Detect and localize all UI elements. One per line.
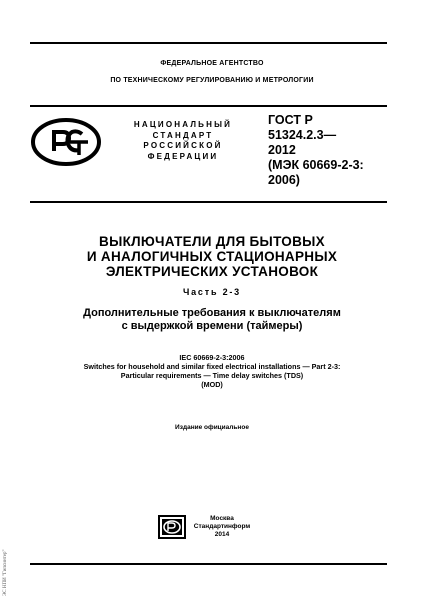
iec-line-2: Switches for household and similar fixed electrical installations — Part 2-3: — [83, 362, 341, 371]
bottom-rule — [30, 563, 387, 565]
designation-line-3: 2012 — [268, 143, 296, 157]
margin-note: ЭС НПИ "Гипсинтер" — [3, 549, 8, 596]
rst-certification-mark-icon — [30, 117, 102, 167]
agency-line-2: ПО ТЕХНИЧЕСКОМУ РЕГУЛИРОВАНИЮ И МЕТРОЛОГИИ — [110, 77, 314, 84]
document-title — [0, 234, 424, 279]
standartinform-logo-icon — [158, 515, 186, 539]
designation-line-4: (МЭК 60669-2-3: — [268, 158, 364, 172]
national-line-3: РОССИЙСКОЙ — [143, 141, 223, 150]
title-line-1: ВЫКЛЮЧАТЕЛИ ДЛЯ БЫТОВЫХ — [99, 234, 325, 249]
designation-line-5: 2006) — [268, 173, 300, 187]
title-line-2: И АНАЛОГИЧНЫХ СТАЦИОНАРНЫХ — [86, 249, 338, 264]
document-subtitle — [0, 307, 424, 333]
agency-line-1: ФЕДЕРАЛЬНОЕ АГЕНТСТВО — [160, 60, 264, 67]
national-line-2: СТАНДАРТ — [152, 130, 214, 140]
national-line-1: НАЦИОНАЛЬНЫЙ — [133, 120, 233, 129]
title-line-3: ЭЛЕКТРИЧЕСКИХ УСТАНОВОК — [105, 264, 319, 279]
designation-line-1: ГОСТ Р — [268, 113, 313, 127]
national-standard-label — [108, 120, 258, 162]
part-number: Часть 2-3 — [183, 287, 241, 297]
iec-line-1: IEC 60669-2-3:2006 — [179, 353, 245, 362]
iec-reference — [0, 353, 424, 389]
designation-line-2: 51324.2.3— — [268, 128, 337, 142]
publisher-name: Стандартинформ — [193, 523, 251, 530]
publisher-city: Москва — [210, 515, 234, 522]
title-rule — [30, 201, 387, 203]
publisher-block — [192, 515, 252, 539]
header-rule — [30, 105, 387, 107]
edition-label: Издание официальное — [175, 424, 249, 431]
subtitle-line-1: Дополнительные требования к выключателям — [83, 307, 341, 319]
national-line-4: ФЕДЕРАЦИИ — [147, 151, 219, 161]
subtitle-line-2: с выдержкой времени (таймеры) — [121, 320, 303, 332]
standard-designation — [268, 113, 408, 188]
iec-line-4: (MOD) — [201, 380, 223, 389]
top-rule — [30, 42, 387, 44]
publication-year: 2014 — [214, 531, 230, 538]
iec-line-3: Particular requirements — Time delay switches (TDS) — [120, 371, 304, 380]
